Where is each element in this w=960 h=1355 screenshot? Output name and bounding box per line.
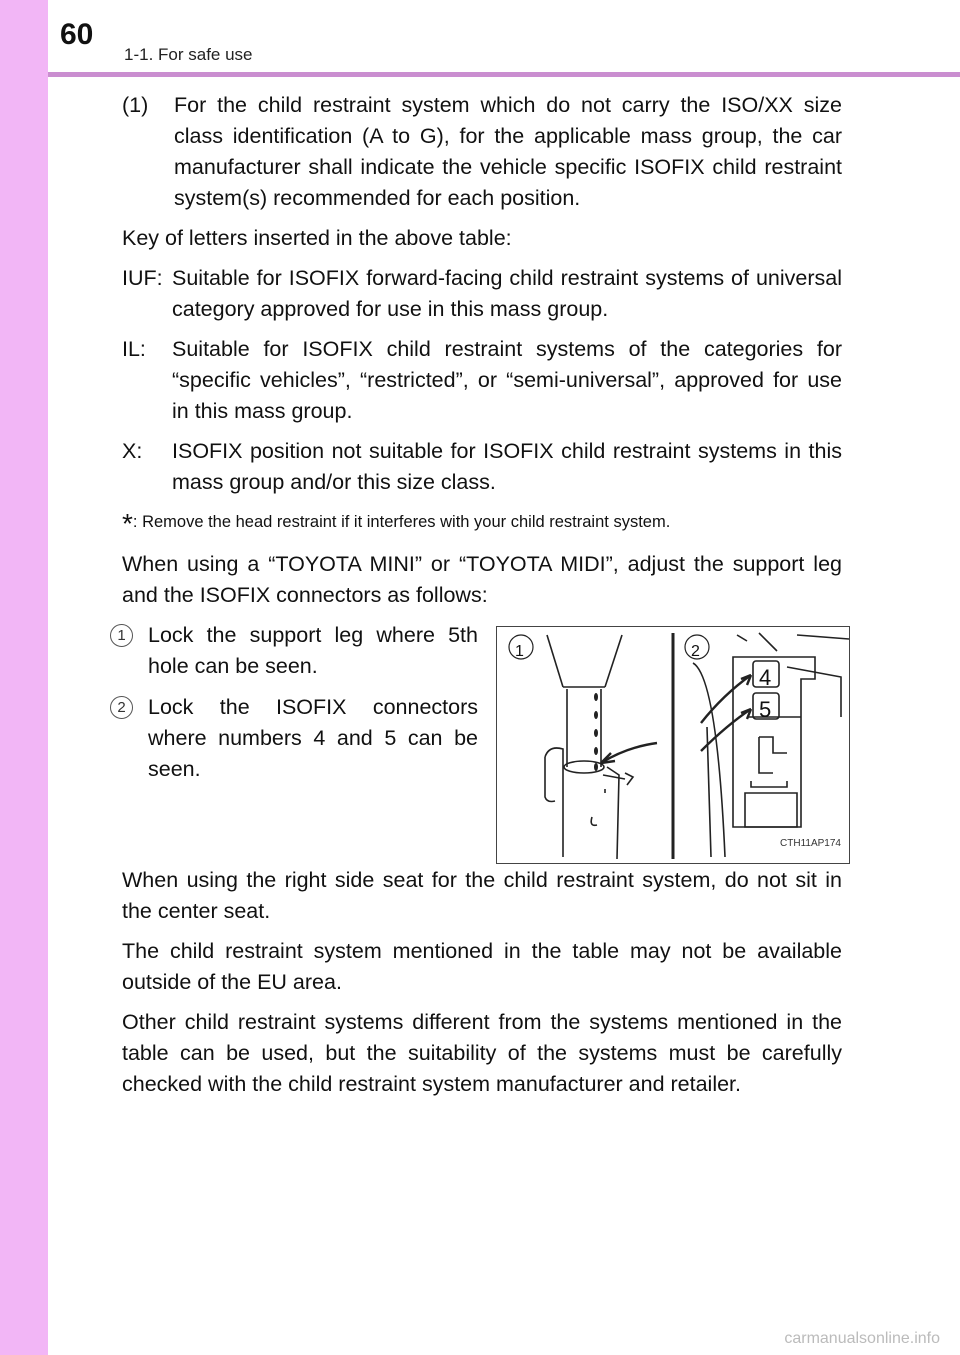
chapter-sidebar [0,0,48,1355]
page-header [0,0,960,78]
definition-text: Suitable for ISOFIX child restraint systems of the categories for “specific vehicles”, “restricted”, or “semi-universal”, approved for use in this mass group. [172,337,842,423]
definition-key: X: [122,439,143,463]
step-text: Lock the ISOFIX connectors where numbers 4 and 5 can be seen. [148,695,478,781]
step-2 [117,692,482,785]
footnote-text: : Remove the head restraint if it interferes with your child restraint system. [132,513,671,531]
number-4: 4 [759,665,772,690]
definition-iuf [122,263,842,325]
page-content [117,90,842,1109]
steps-block [117,620,842,865]
paragraph-right-seat: When using the right side seat for the child restraint system, do not sit in the center seat. [122,868,842,923]
key-intro: Key of letters inserted in the above table: [122,226,512,250]
figure-label-2: 2 [691,643,700,660]
definition-text: ISOFIX position not suitable for ISOFIX child restraint systems in this mass group and/or this size class. [172,439,842,494]
footnote [122,507,842,539]
step-number-badge: 1 [110,624,133,647]
hole-dots [594,693,598,771]
definition-il [122,334,842,427]
step-1 [117,620,482,682]
note-1 [122,90,842,214]
isofix-illustration [496,626,850,864]
step-number-badge: 2 [110,696,133,719]
step-text: Lock the support leg where 5th hole can be seen. [148,623,478,678]
paragraph-eu-area: The child restraint system mentioned in the table may not be available outside of the EU area. [122,939,842,994]
note-1-text: For the child restraint system which do not carry the ISO/XX size class identification (A to G), for the applicable mass group, the car manufacturer shall indicate the vehicle specific ISOFIX child restraint system(s) recommended for each position. [174,93,842,210]
instructions-intro: When using a “TOYOTA MINI” or “TOYOTA MIDI”, adjust the support leg and the ISOFIX connectors as follows: [122,552,842,607]
header-divider [48,72,960,77]
figure-code: CTH11AP174 [780,838,841,849]
definition-key: IUF: [122,266,163,290]
page-number: 60 [60,18,94,51]
definition-x [122,436,842,498]
figure-label-1: 1 [515,643,524,660]
definition-text: Suitable for ISOFIX forward-facing child restraint systems of universal category approved for use in this mass group. [172,266,842,321]
section-title: 1-1. For safe use [124,45,253,64]
number-5: 5 [759,697,772,722]
watermark: carmanualsonline.info [784,1330,940,1347]
paragraph-other-systems: Other child restraint systems different from the systems mentioned in the table can be used, but the suitability of the systems must be carefully checked with the child restraint system manufacturer and retailer. [122,1010,842,1096]
note-1-key: (1) [122,93,149,117]
footnote-star: * [122,508,133,539]
definition-key: IL: [122,337,146,361]
